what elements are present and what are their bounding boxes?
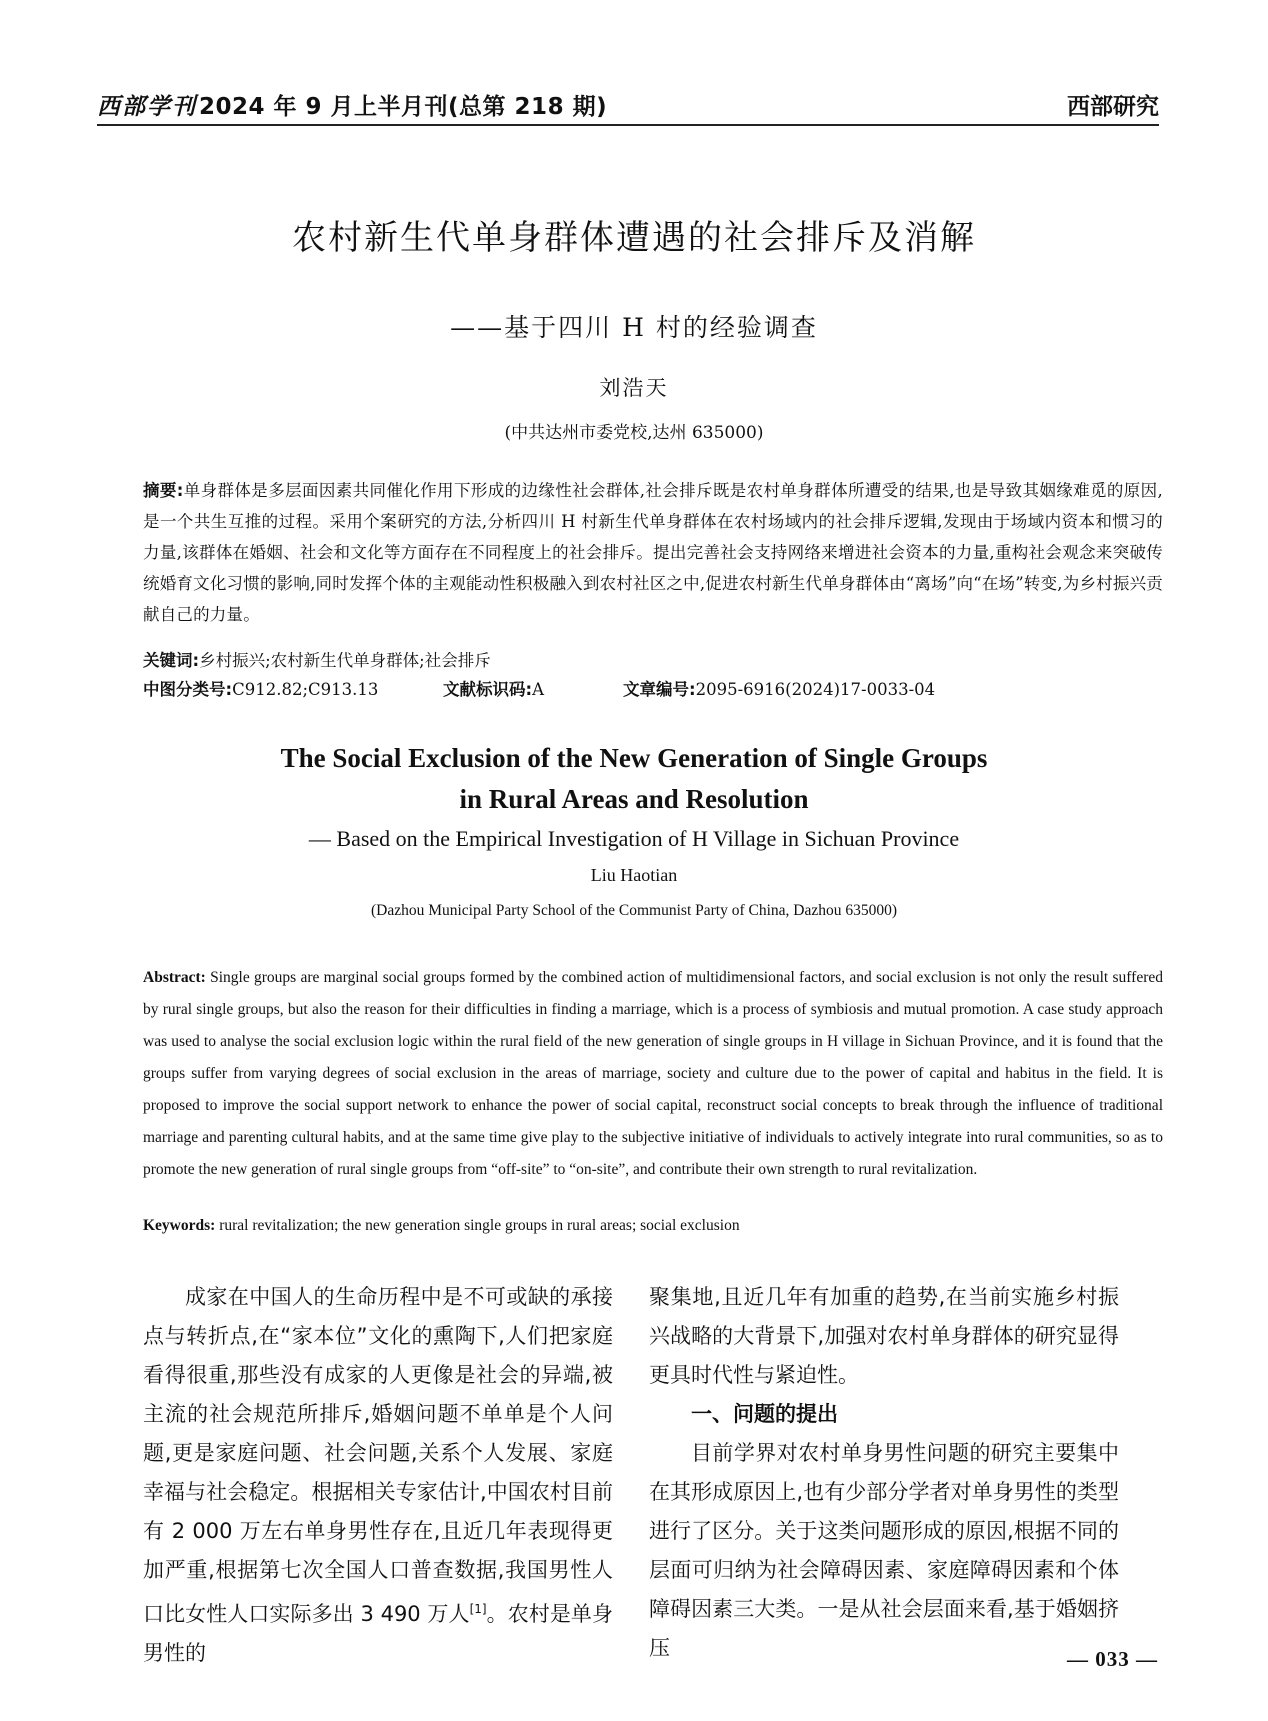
abstract-english [143,962,1163,1186]
affiliation-english: (Dazhou Municipal Party School of the Communist Party of China, Dazhou 635000) [370,902,898,919]
clc-group [143,676,443,700]
article-number-label: 文章编号: [623,680,696,699]
article-number-group [623,676,935,700]
article-number-value: 2095-6916(2024)17-0033-04 [695,680,936,699]
doc-code-group [443,676,623,700]
affiliation-chinese: (中共达州市委党校,达州 635000) [504,423,764,443]
classification-line [143,676,1163,700]
keywords-english [143,1217,740,1235]
body-paragraph [143,1278,613,1673]
body-paragraph: 聚集地,且近几年有加重的趋势,在当前实施乡村振兴战略的大背景下,加强对农村单身群体的研究显得更具时代性与紧迫性。 [649,1285,1119,1387]
abstract-chinese [143,475,1163,630]
keywords-text-en: rural revitalization; the new generation single groups in rural areas; social exclusion [219,1217,740,1234]
page-number: — 033 — [1067,1647,1158,1671]
author-chinese: 刘浩天 [599,376,669,400]
keywords-text-cn: 乡村振兴;农村新生代单身群体;社会排斥 [199,651,491,670]
doc-code-label: 文献标识码: [443,680,533,699]
body-column-left [143,1278,613,1673]
subtitle-chinese: ——基于四川 H 村的经验调查 [450,313,818,342]
body-column-right [649,1278,1119,1668]
body-paragraph: 目前学界对农村单身男性问题的研究主要集中在其形成原因上,也有少部分学者对单身男性的类型进行了区分。关于这类问题形成的原因,根据不同的层面可归纳为社会障碍因素、家庭障碍因素和个体障碍因素三大类。一是从社会层面来看,基于婚姻挤压 [649,1441,1119,1660]
title-english-line-1: The Social Exclusion of the New Generation of Single Groups [280,743,988,773]
running-header-left [97,88,607,121]
abstract-text-cn: 单身群体是多层面因素共同催化作用下形成的边缘性社会群体,社会排斥既是农村单身群体所遭受的结果,也是导致其姻缘难觅的原因,是一个共生互推的过程。采用个案研究的方法,分析四川 H 村新生代单身群体在农村场域内的社会排斥逻辑,发现由于场域内资本和惯习的力量,该群体在婚姻、社会和文化等方面存在不同程度上的社会排斥。提出完善社会支持网络来增进社会资本的力量,重构社会观念来突破传统婚育文化习惯的影响,同时发挥个体的主观能动性积极融入到农村社区之中,促进农村新生代单身群体由“离场”向“在场”转变,为乡村振兴贡献自己的力量。 [143,481,1163,624]
citation-ref: [1] [469,1602,487,1616]
author-english: Liu Haotian [590,865,678,885]
clc-value: C912.82;C913.13 [232,680,379,699]
body-text: 。农村是单身男性的 [143,1602,613,1665]
keywords-chinese [143,647,491,671]
keywords-label-cn: 关键词: [143,651,200,670]
doc-code-value: A [532,680,545,699]
clc-label: 中图分类号: [143,680,233,699]
running-header-section: 西部研究 [1067,94,1159,120]
title-english [0,738,1268,820]
journal-logo: 西部学刊 [97,93,197,120]
title-english-line-2: in Rural Areas and Resolution [459,784,809,814]
keywords-label-en: Keywords: [143,1217,216,1234]
header-divider [97,124,1159,126]
abstract-label-en: Abstract: [143,969,206,986]
abstract-label-cn: 摘要: [143,481,184,500]
body-text: 成家在中国人的生命历程中是不可或缺的承接点与转折点,在“家本位”文化的熏陶下,人们把家庭看得很重,那些没有成家的人更像是社会的异端,被主流的社会规范所排斥,婚姻问题不单单是个人问题,更是家庭问题、社会问题,关系个人发展、家庭幸福与社会稳定。根据相关专家估计,中国农村目前有 2 000 万左右单身男性存在,且近几年表现得更加严重,根据第七次全国人口普查数据,我国男性人口比女性人口实际多出 3 490 万人 [143,1285,613,1626]
title-chinese: 农村新生代单身群体遭遇的社会排斥及消解 [292,218,976,258]
issue-info: 2024 年 9 月上半月刊(总第 218 期) [199,94,608,120]
subtitle-english: — Based on the Empirical Investigation of H Village in Sichuan Province [308,826,960,851]
section-heading: 一、问题的提出 [691,1402,838,1426]
abstract-text-en: Single groups are marginal social groups formed by the combined action of multidimensional factors, and social exclusion is not only the result suffered by rural single groups, but also the reason for their difficulties in finding a marriage, which is a process of symbiosis and mutual promotion. A case study approach was used to analyse the social exclusion logic within the rural field of the new generation of single groups in H village in Sichuan Province, and it is found that the groups suffer from varying degrees of social exclusion in the areas of marriage, society and culture due to the power of capital and habitus in the field. It is proposed to improve the social support network to enhance the power of social capital, reconstruct social concepts to break through the influence of traditional marriage and parenting cultural habits, and at the same time give play to the subjective initiative of individuals to actively integrate into rural communities, so as to promote the new generation of rural single groups from “off-site” to “on-site”, and contribute their own strength to rural revitalization. [143,969,1163,1178]
